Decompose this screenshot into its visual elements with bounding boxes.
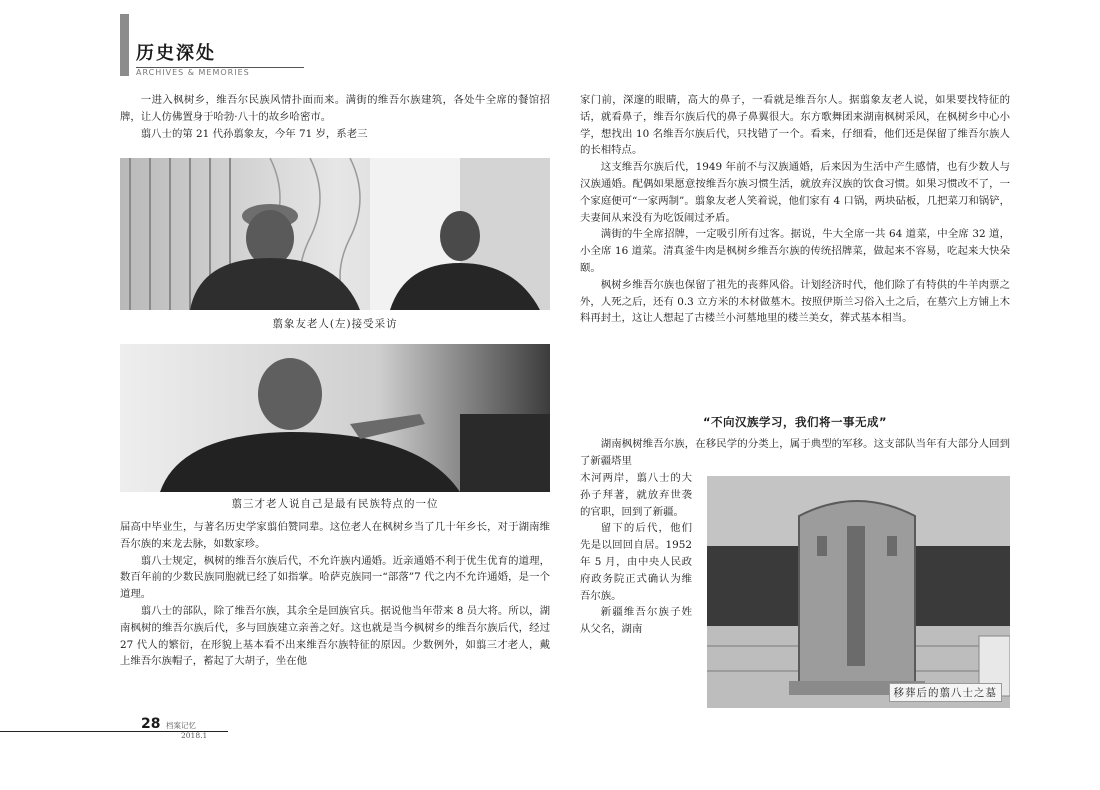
- right-column-text: [580, 92, 1010, 327]
- paragraph: 一进入枫树乡，维吾尔民族风情扑面而来。满街的维吾尔族建筑，各处牛全席的餐馆招牌，让人仿佛置身于哈勃·八十的故乡哈密市。: [120, 94, 550, 123]
- paragraph: 翦八士的第 21 代孙翦象友，今年 71 岁，系老三: [140, 127, 368, 140]
- section-heading: “不向汉族学习，我们将一事无成”: [702, 415, 888, 429]
- page-number: 28: [141, 716, 161, 732]
- paragraph: 家门前，深邃的眼睛，高大的鼻子，一看就是维吾尔人。据翦象友老人说，如果要找特征的话，就看鼻子，维吾尔族后代的鼻子鼻翼很大。东方歌舞团来湖南枫树采风，在枫树乡中心小学，想找出 10 名维吾尔族后代，只找错了一个。看来，仔细看，他们还是保留了维吾尔族人的长相特点。: [580, 94, 1010, 157]
- paragraph: 满街的牛全席招牌，一定吸引所有过客。据说，牛大全席一共 64 道菜，中全席 32 道，小全席 16 道菜。清真釜牛肉是枫树乡维吾尔族的传统招牌菜，做起来不容易，吃起来大快朵颐。: [580, 228, 1010, 274]
- tomb-photo: [707, 476, 1010, 708]
- paragraph: 留下的后代，他们先是以回回自居。1952 年 5 月，由中央人民政府政务院正式确认为维吾尔族。: [580, 522, 692, 602]
- paragraph: 木河两岸，翦八士的大孙子拜著，就放弃世袭的官职，回到了新疆。: [580, 472, 692, 518]
- paragraph: 枫树乡维吾尔族也保留了祖先的丧葬风俗。计划经济时代，他们除了有特供的牛羊肉票之外，人死之后，还有 0.3 立方米的木材做墓木。按照伊斯兰习俗入土之后，在墓穴上方铺上木料再封土，这让人想起了古楼兰小河墓地里的楼兰美女，葬式基本相当。: [580, 278, 1010, 325]
- paragraph: 新疆维吾尔族子姓从父名，湖南: [580, 606, 692, 636]
- left-column-bottom-text: [120, 519, 550, 670]
- photo-caption: 翦三才老人说自己是最有民族特点的一位: [231, 498, 439, 510]
- narrow-wrap-text: [580, 470, 692, 638]
- paragraph: 这支维吾尔族后代，1949 年前不与汉族通婚，后来因为生活中产生感情，也有少数人与汉族通婚。配偶如果愿意按维吾尔族习惯生活，就放弃汉族的饮食习惯。如果习惯改不了，一个家庭便可“一家两制”。翦象友老人笑着说，他们家有 4 口锅，两块砧板，几把菜刀和锅铲，夫妻间从来没有为吃饭闹过矛盾。: [580, 161, 1010, 224]
- paragraph: 届高中毕业生，与著名历史学家翦伯赞同辈。这位老人在枫树乡当了几十年乡长，对于湖南维吾尔族的来龙去脉，如数家珍。: [120, 521, 550, 550]
- interview-photo: [120, 158, 550, 310]
- header-accent-bar: [120, 14, 129, 76]
- paragraph: 翦八士规定，枫树的维吾尔族后代，不允许族内通婚。近亲通婚不利于优生优育的道理，数百年前的少数民族同胞就已经了如指掌。哈萨克族同一“部落”7 代之内不允许通婚，是一个道理。: [120, 554, 550, 601]
- section-title: 历史深处: [136, 43, 216, 64]
- section-subtitle: ARCHIVES & MEMORIES: [136, 68, 250, 77]
- photo-caption: 移葬后的翦八士之墓: [889, 683, 1003, 702]
- elder-portrait-photo: [120, 344, 550, 492]
- photo-caption: 翦象友老人(左)接受采访: [272, 318, 398, 330]
- left-column-top-text: [120, 92, 550, 142]
- publication-name: 档案记忆: [166, 721, 196, 730]
- paragraph: 湖南枫树维吾尔族，在移民学的分类上，属于典型的军移。这支部队当年有大部分人回到了新疆塔里: [580, 438, 1010, 467]
- right-section-text: [580, 436, 1010, 470]
- paragraph: 翦八士的部队，除了维吾尔族，其余全是回族官兵。据说他当年带来 8 员大将。所以，湖南枫树的维吾尔族后代，多与回族建立亲善之好。这也就是当今枫树乡的维吾尔族后代，经过 27 代人的繁衍，在形貌上基本看不出来维吾尔族特征的原因。少数例外，如翦三才老人，戴上维吾尔族帽子，蓄起了大胡子，坐在他: [120, 604, 550, 668]
- issue-number: 2018.1: [181, 731, 208, 740]
